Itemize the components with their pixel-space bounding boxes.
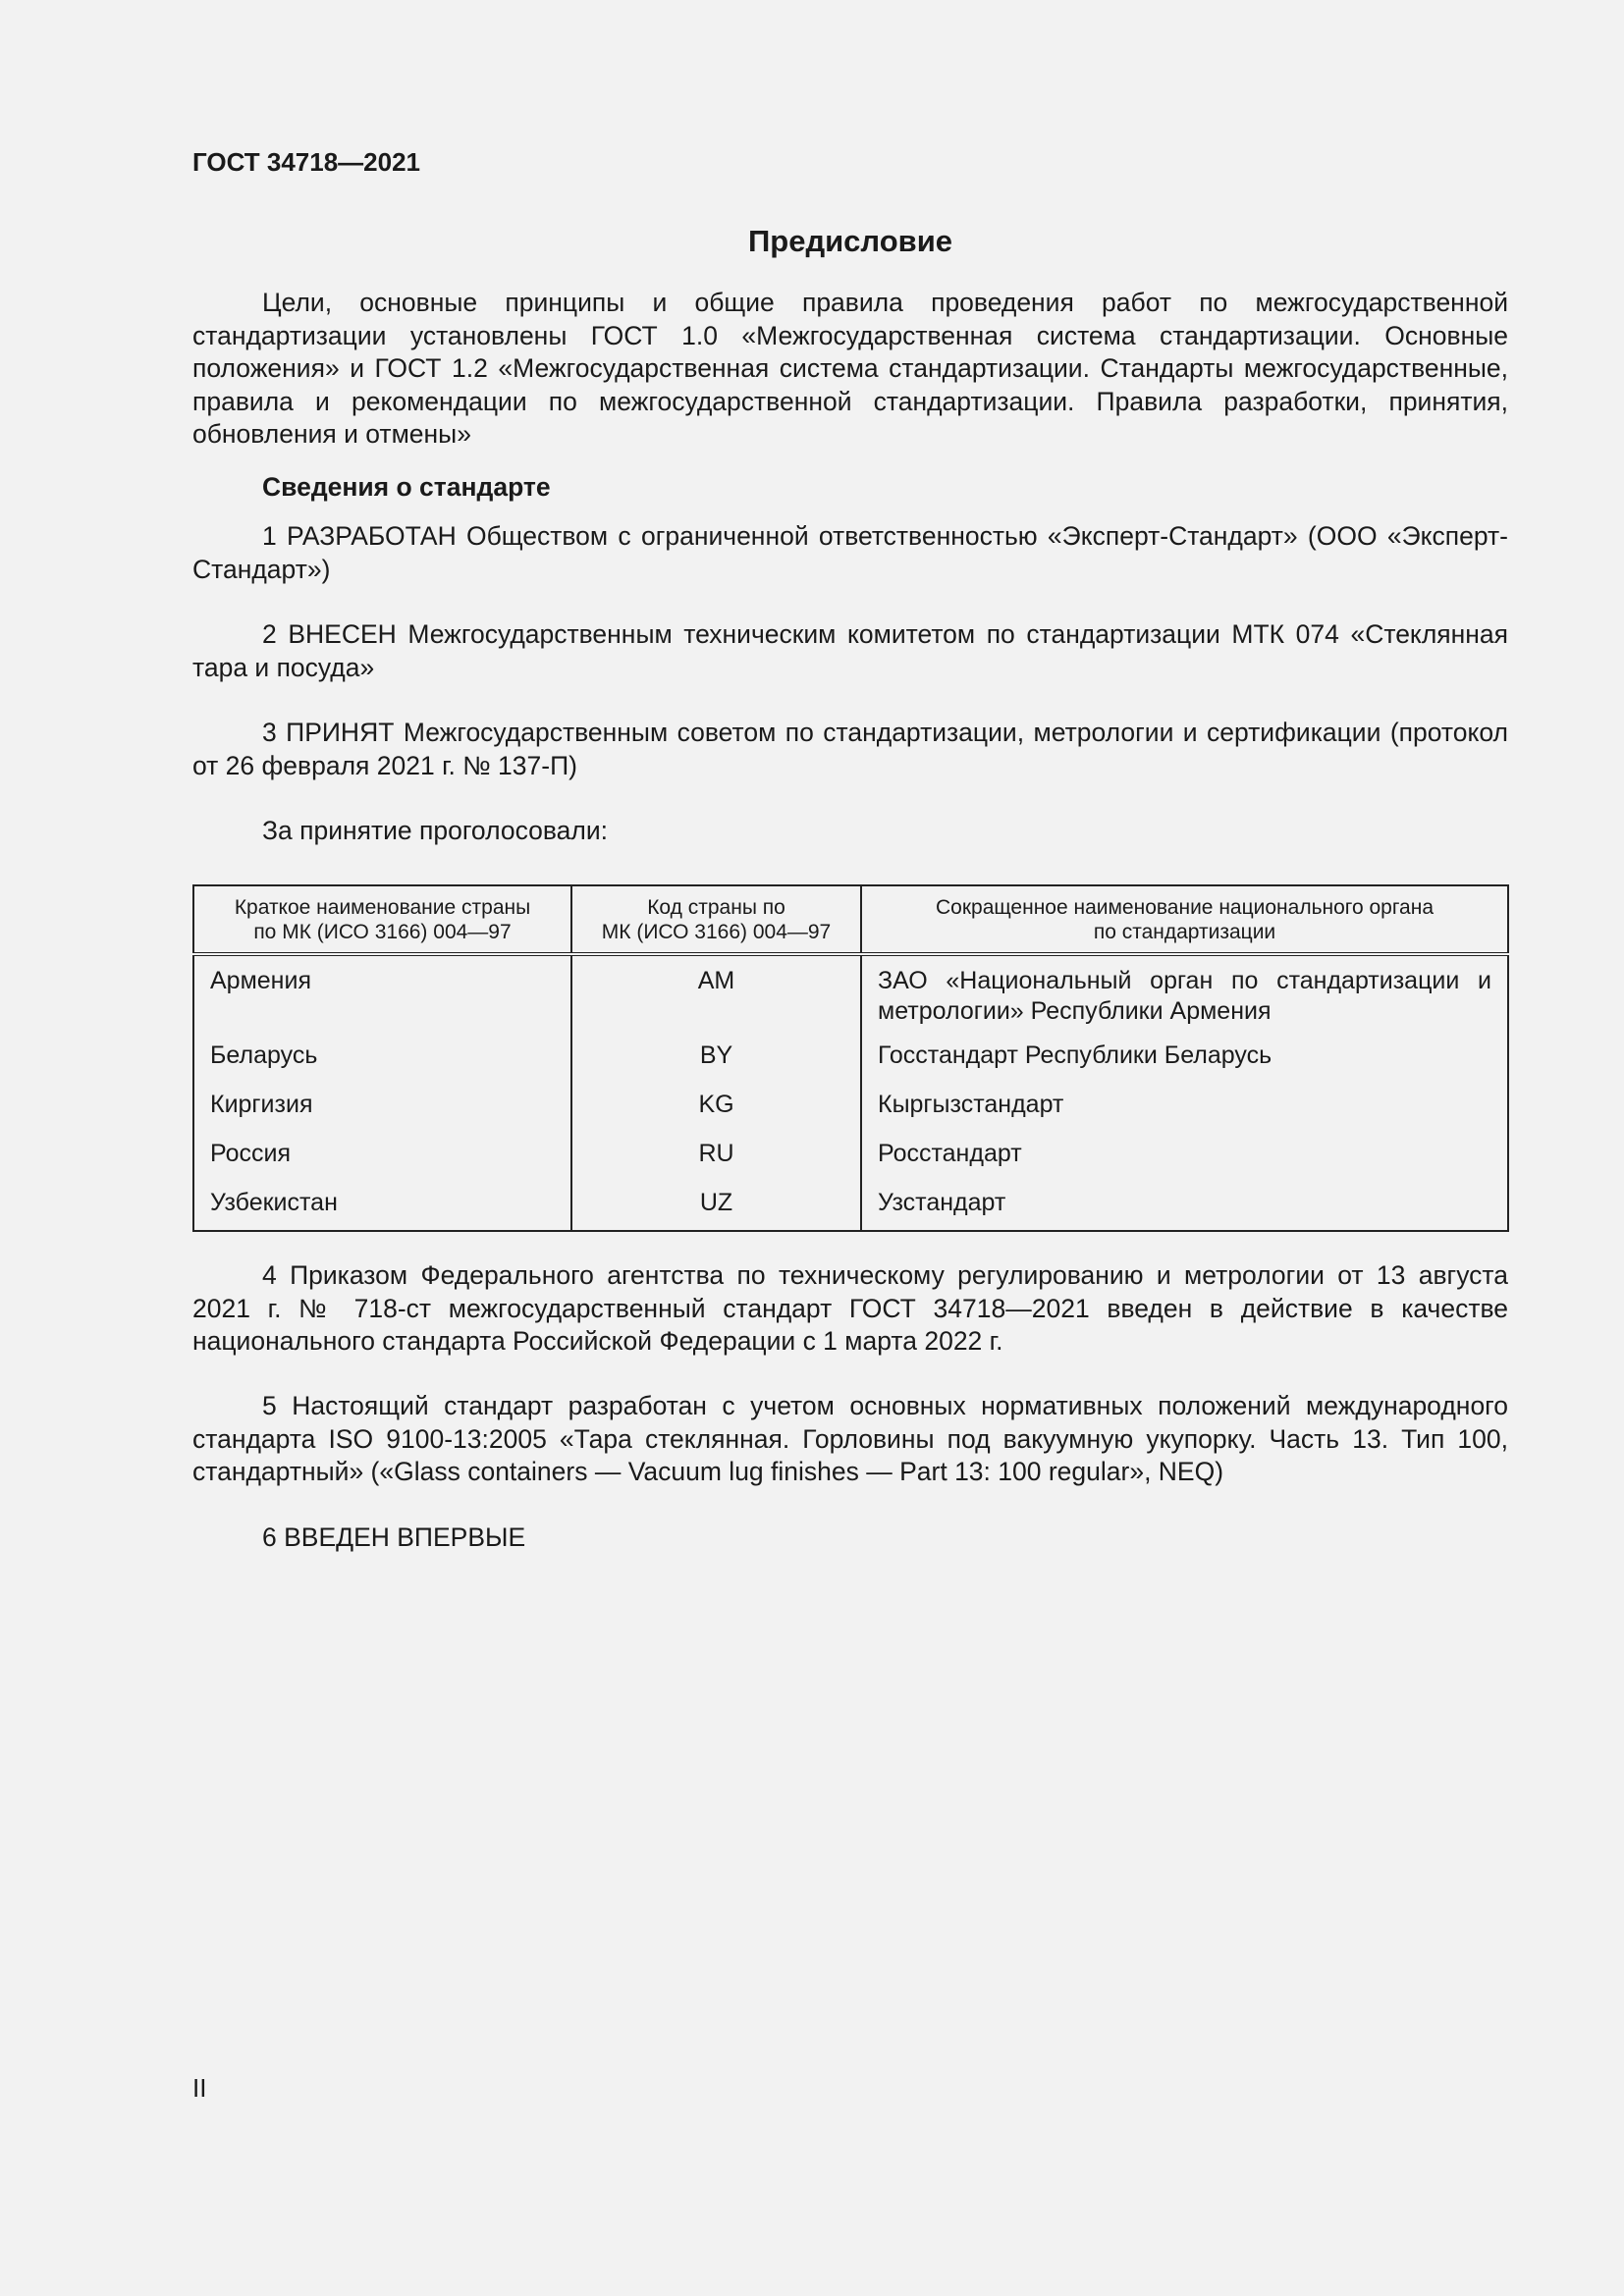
header-national-body-line1: Сокращенное наименование национального органа [935, 895, 1435, 919]
org-cell: Госстандарт Республики Беларусь [861, 1033, 1508, 1082]
org-cell: Узстандарт [861, 1180, 1508, 1231]
table-row [193, 954, 1508, 1033]
code-cell: KG [571, 1082, 861, 1131]
header-country-code-line2: МК (ИСО 3166) 004—97 [601, 920, 832, 943]
table-row [193, 1082, 1508, 1131]
standard-code: ГОСТ 34718—2021 [192, 147, 420, 177]
vote-intro: За принятие проголосовали: [262, 816, 609, 845]
section-heading: Сведения о стандарте [262, 472, 551, 502]
code-cell: UZ [571, 1180, 861, 1231]
header-country-code-line1: Код страны по [647, 895, 785, 919]
table-row [193, 1033, 1508, 1082]
item-4-paragraph: 4 Приказом Федерального агентства по техническому регулированию и метрологии от 13 августа 2021 г. № 718-ст межгосударственный стандарт ГОСТ 34718—2021 введен в действие в качестве национального стандарта Российской Федерации с 1 марта 2022 г. [192, 1260, 1508, 1356]
intro-paragraph: Цели, основные принципы и общие правила проведения работ по межгосударственной стандартизации установлены ГОСТ 1.0 «Межгосударственная система стандартизации. Основные положения» и ГОСТ 1.2 «Межгосударственная система стандартизации. Стандарты межгосударственные, правила и рекомендации по межгосударственной стандартизации. Правила разработки, принятия, обновления и отмены» [192, 288, 1508, 449]
country-cell: Узбекистан [210, 1189, 338, 1216]
item-5-paragraph: 5 Настоящий стандарт разработан с учетом основных нормативных положений международного стандарта ISO 9100-13:2005 «Тара стеклянная. Горловины под вакуумную укупорку. Часть 13. Тип 100, стандартный» («Glass containers — Vacuum lug finishes — Part 13: 100 regular», NEQ) [192, 1391, 1508, 1486]
header-national-body [861, 885, 1508, 954]
item-3-paragraph: 3 ПРИНЯТ Межгосударственным советом по стандартизации, метрологии и сертификации (протокол от 26 февраля 2021 г. № 137-П) [192, 718, 1508, 780]
header-national-body-line2: по стандартизации [1093, 920, 1276, 943]
header-country-name-line2: по МК (ИСО 3166) 004—97 [253, 920, 512, 943]
country-cell: Армения [210, 967, 311, 994]
org-cell: Росстандарт [861, 1131, 1508, 1180]
header-country-name [193, 885, 571, 954]
country-cell: Киргизия [210, 1091, 313, 1118]
country-cell: Россия [210, 1140, 291, 1167]
header-country-name-line1: Краткое наименование страны [234, 895, 531, 919]
page-number: II [192, 2073, 207, 2103]
org-cell: Кыргызстандарт [861, 1082, 1508, 1131]
code-cell: BY [571, 1033, 861, 1082]
page-title: Предисловие [747, 224, 952, 258]
countries-table [192, 884, 1509, 1232]
item-2-paragraph: 2 ВНЕСЕН Межгосударственным техническим комитетом по стандартизации МТК 074 «Стеклянная тара и посуда» [192, 619, 1508, 682]
item-1-paragraph: 1 РАЗРАБОТАН Обществом с ограниченной ответственностью «Эксперт-Стандарт» (ООО «Эксперт-Стандарт») [192, 521, 1508, 584]
code-cell: RU [571, 1131, 861, 1180]
code-cell: AM [571, 954, 861, 1033]
item-6-paragraph: 6 ВВЕДЕН ВПЕРВЫЕ [262, 1522, 526, 1552]
country-cell: Беларусь [210, 1041, 318, 1069]
table-header-row [193, 885, 1508, 954]
header-country-code [571, 885, 861, 954]
table-row [193, 1131, 1508, 1180]
table-row [193, 1180, 1508, 1231]
org-cell: ЗАО «Национальный орган по стандартизации и метрологии» Республики Армения [861, 954, 1508, 1033]
